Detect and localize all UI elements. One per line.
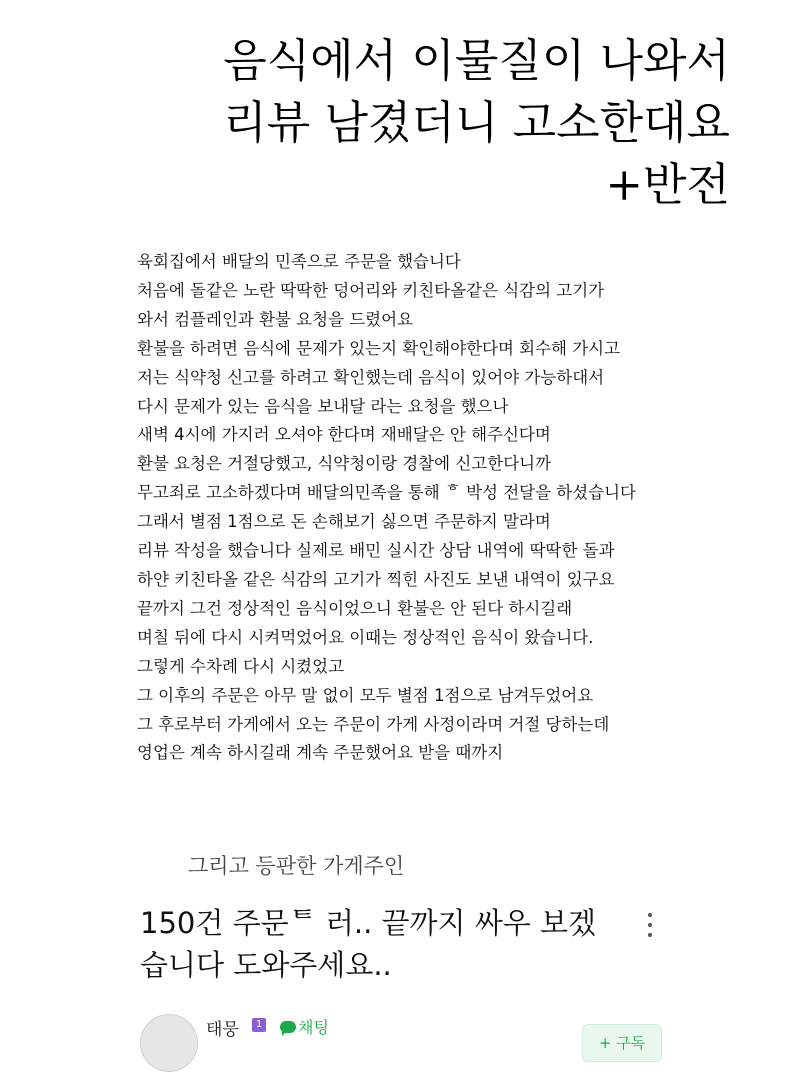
body-line: 환불을 하려면 음식에 문제가 있는지 확인해야한다며 회수해 가시고	[137, 338, 621, 358]
author-name[interactable]: 태뭉	[206, 1020, 239, 1040]
body-line: 와서 컴플레인과 환불 요청을 드렸어요	[137, 309, 414, 329]
body-line: 리뷰 작성을 했습니다 실제로 배민 실시간 상담 내역에 딱딱한 돌과	[137, 541, 615, 561]
story-body	[137, 248, 697, 768]
post-title-line-2: 습니다 도와주세요..	[140, 948, 392, 982]
chat-link[interactable]	[280, 1015, 329, 1038]
headline-line-1: 음식에서 이물질이 나와서	[223, 34, 730, 87]
body-line: 환불 요청은 거절당했고, 식약청이랑 경찰에 신고한다니까	[137, 454, 552, 474]
more-vertical-icon[interactable]	[640, 910, 660, 940]
body-line: 무고죄로 고소하겠다며 배달의민족을 통해 ᄒ 박성 전달을 하셨습니다	[137, 483, 636, 503]
body-line: 다시 문제가 있는 음식을 보내달 라는 요청을 했으나	[137, 396, 509, 416]
subscribe-button[interactable]: + 구독	[582, 1024, 662, 1062]
avatar[interactable]	[140, 1014, 198, 1072]
body-line: 처음에 돌같은 노란 딱딱한 덩어리와 키친타올같은 식감의 고기가	[137, 280, 605, 300]
chat-label: 채팅	[298, 1018, 329, 1037]
body-line: 육회집에서 배달의 민족으로 주문을 했습니다	[137, 252, 461, 271]
post-title-line-1: 150건 주문ᄐ 러.. 끝까지 싸우 보겠	[140, 906, 597, 940]
caption: 그리고 등판한 가게주인	[188, 854, 405, 878]
level-badge: 1	[252, 1018, 266, 1032]
body-line: 그렇게 수차례 다시 시켰었고	[137, 656, 345, 676]
body-line: 그 이후의 주문은 아무 말 없이 모두 별점 1점으로 남겨두었어요	[137, 685, 594, 705]
headline-line-2: 리뷰 남겼더니 고소한대요	[223, 96, 730, 149]
body-line: 새벽 4시에 가지러 오셔야 한다며 재배달은 안 해주신다며	[137, 425, 551, 445]
body-line: 저는 식약청 신고를 하려고 확인했는데 음식이 있어야 가능하대서	[137, 367, 605, 387]
post-title[interactable]	[140, 902, 610, 986]
headline-line-3: +반전	[605, 158, 730, 211]
chat-bubble-icon	[280, 1021, 296, 1033]
body-line: 며칠 뒤에 다시 시켜먹었어요 이때는 정상적인 음식이 왔습니다.	[137, 627, 594, 647]
body-line: 끝까지 그건 정상적인 음식이었으니 환불은 안 된다 하시길래	[137, 598, 573, 618]
author-row	[140, 1010, 660, 1050]
headline	[40, 30, 730, 216]
body-line: 그래서 별점 1점으로 돈 손해보기 싫으면 주문하지 말라며	[137, 512, 551, 532]
body-line: 하얀 키친타올 같은 식감의 고기가 찍힌 사진도 보낸 내역이 있구요	[137, 569, 615, 589]
body-line: 영업은 계속 하시길래 계속 주문했어요 받을 때까지	[137, 743, 504, 763]
body-line: 그 후로부터 가게에서 오는 주문이 가게 사정이라며 거절 당하는데	[137, 714, 610, 734]
